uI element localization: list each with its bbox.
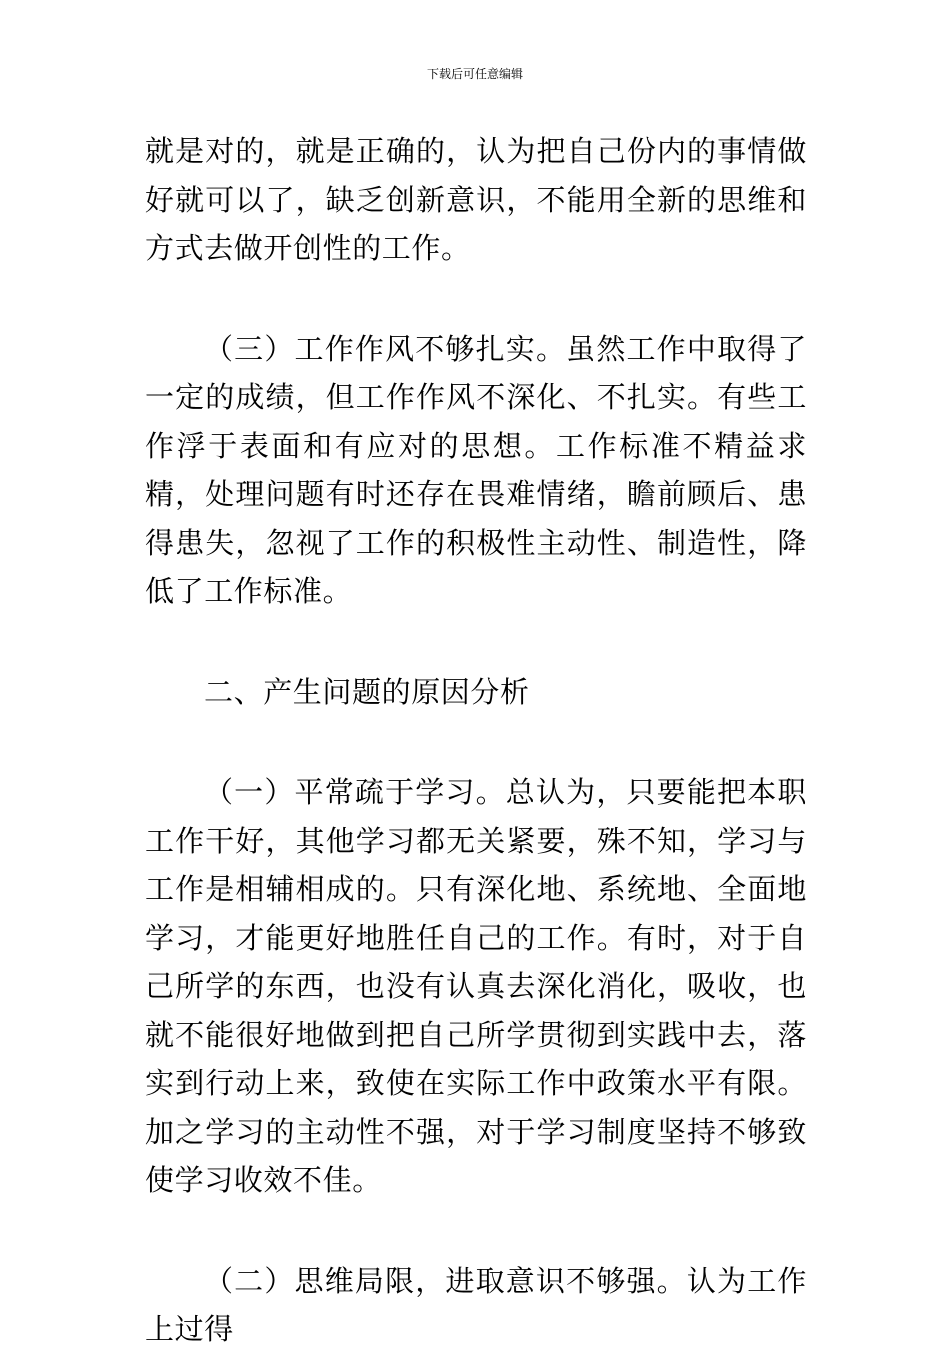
page-header-note: 下载后可任意编辑	[426, 67, 523, 81]
paragraph-thinking: （二）思维局限，进取意识不够强。认为工作上过得	[145, 1263, 807, 1346]
paragraph-spacer	[145, 273, 807, 325]
paragraph-work-style: （三）工作作风不够扎实。虽然工作中取得了一定的成绩，但工作作风不深化、不扎实。有些工作浮于表面和有应对的思想。工作标准不精益求精，处理问题有时还存在畏难情绪，瞻前顾后、患得患失，忽视了工作的积极性主动性、制造性，降低了工作标准。	[145, 331, 807, 608]
paragraph-continuation: 就是对的，就是正确的，认为把自己份内的事情做好就可以了，缺乏创新意识，不能用全新的思维和方式去做开创性的工作。	[145, 134, 807, 265]
document-body	[145, 127, 807, 1354]
paragraph-study: （一）平常疏于学习。总认为，只要能把本职工作干好，其他学习都无关紧要，殊不知，学习与工作是相辅相成的。只有深化地、系统地、全面地学习，才能更好地胜任自己的工作。有时，对于自己所学的东西，也没有认真去深化消化，吸收，也就不能很好地做到把自己所学贯彻到实践中去，落实到行动上来，致使在实际工作中政策水平有限。加之学习的主动性不强，对于学习制度坚持不够致使学习收效不佳。	[145, 775, 807, 1197]
section-heading-cause-analysis: 二、产生问题的原因分析	[204, 674, 530, 709]
paragraph-spacer	[145, 716, 807, 768]
paragraph-spacer	[145, 1205, 807, 1257]
paragraph-spacer	[145, 616, 807, 668]
